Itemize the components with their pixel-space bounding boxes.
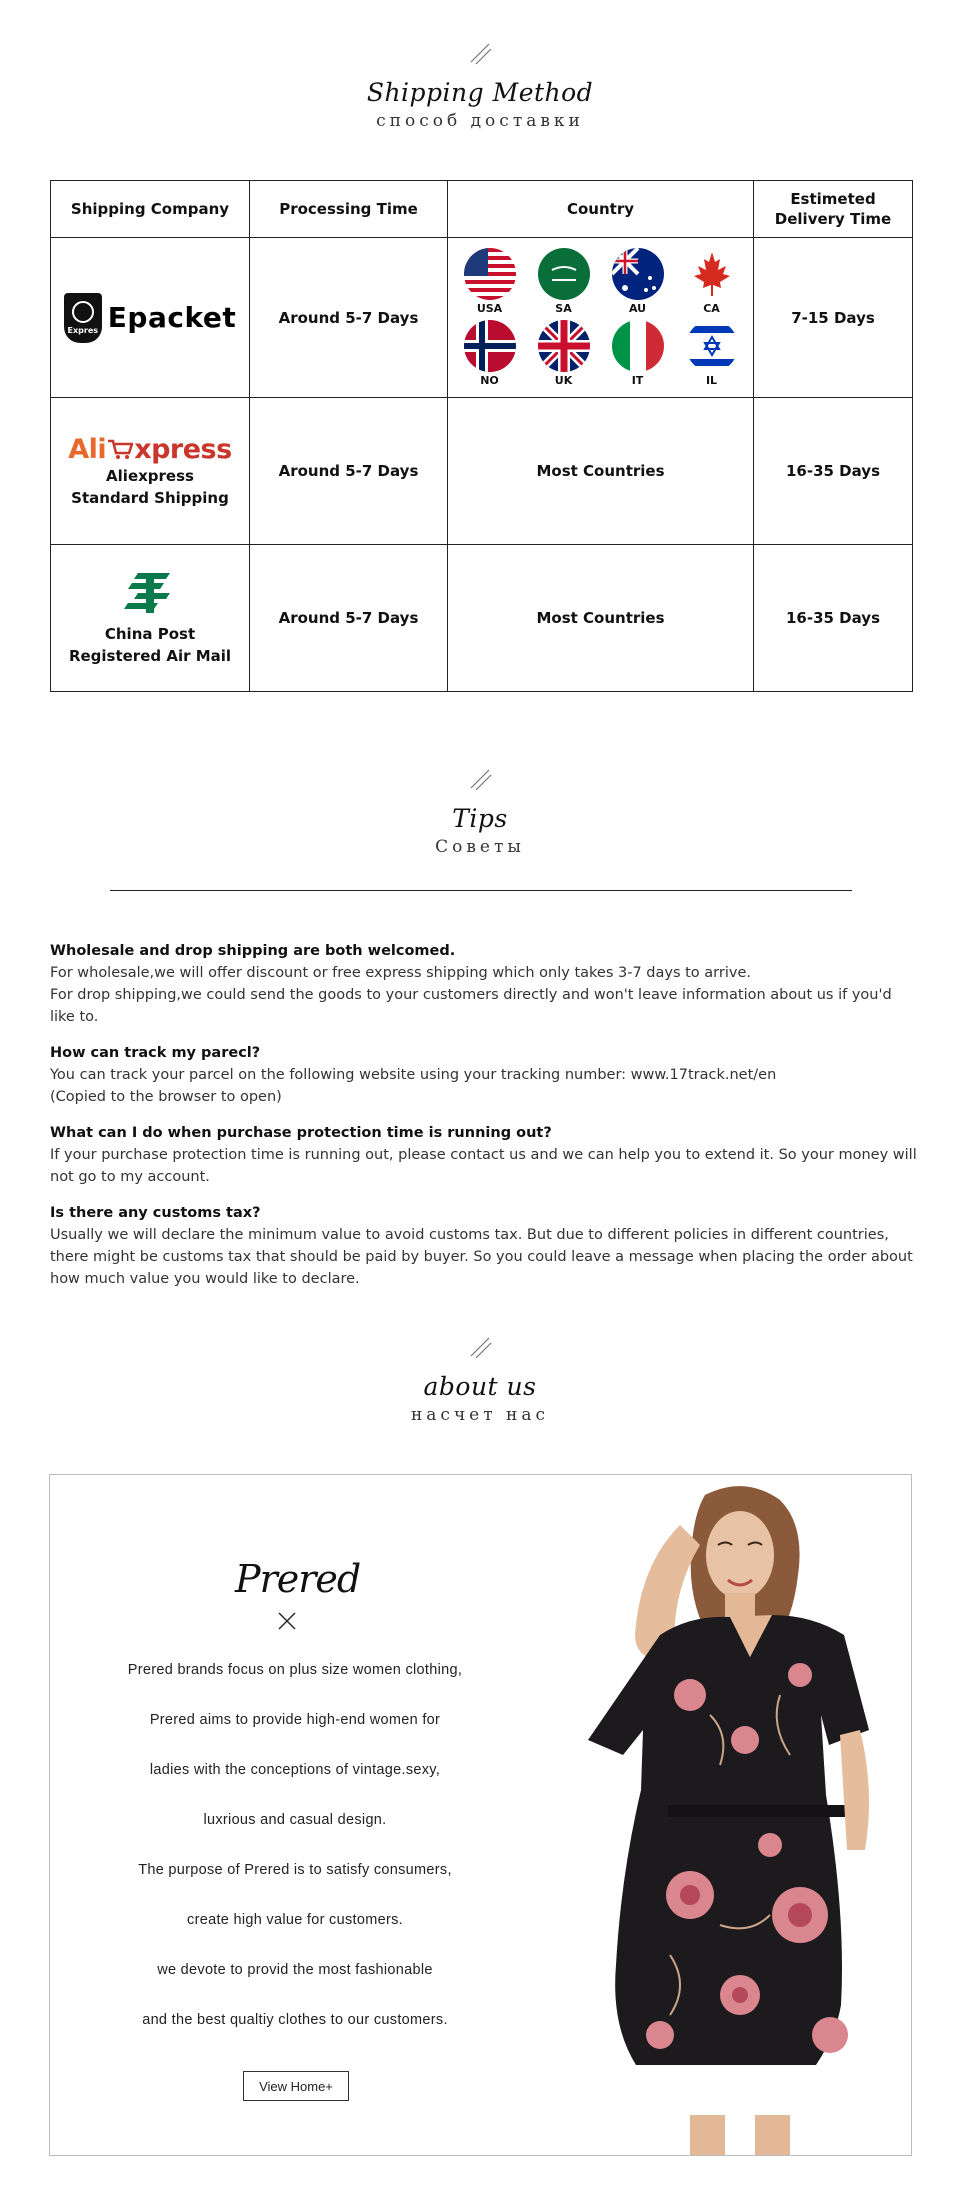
australia-flag-icon [612, 248, 664, 300]
saudi-flag-icon [538, 248, 590, 300]
about-subtitle: насчет нас [410, 1405, 550, 1425]
tip-question: How can track my parecl? [50, 1045, 261, 1061]
country-flags-cell [448, 238, 754, 398]
aliexpress-label-line1: Aliexpress [106, 466, 194, 485]
country-cell: Most Countries [448, 398, 754, 545]
about-line: Prered brands focus on plus size women clothing, [127, 1662, 463, 1678]
slash-decoration-icon [467, 1330, 493, 1360]
about-line: we devote to provid the most fashionable [157, 1962, 433, 1978]
canada-flag-icon [686, 248, 738, 300]
model-photo [540, 1475, 912, 2156]
about-panel [49, 1474, 912, 2156]
epacket-logo [51, 293, 249, 343]
tip-item [50, 1122, 920, 1188]
delivery-time-cell: 16-35 Days [754, 545, 913, 692]
china-post-logo-icon [124, 569, 176, 617]
tip-item [50, 940, 920, 1028]
shipping-subtitle: способ доставки [376, 111, 584, 131]
tips-header [0, 762, 960, 857]
tips-list [50, 940, 920, 1304]
table-header-row [51, 181, 913, 238]
close-x-decoration-icon [276, 1610, 298, 1632]
shipping-title: Shipping Method [366, 78, 594, 107]
flag-item-au: AU [601, 248, 675, 320]
company-cell-china-post [51, 545, 250, 692]
slash-decoration-icon [467, 36, 493, 66]
about-line: and the best qualtiy clothes to our customers. [142, 2012, 448, 2028]
flag-item-no: NO [453, 320, 527, 392]
epacket-badge-icon: Expres [64, 293, 102, 343]
delivery-time-cell: 7-15 Days [754, 238, 913, 398]
flag-item-ca: CA [675, 248, 749, 320]
shipping-table [50, 180, 913, 692]
about-line: The purpose of Prered is to satisfy consumers, [138, 1862, 452, 1878]
tip-answer: You can track your parcel on the following website using your tracking number: www.17track.net/en [50, 1067, 777, 1083]
shipping-header [0, 36, 960, 131]
about-header [0, 1330, 960, 1425]
country-cell: Most Countries [448, 545, 754, 692]
header-shipping-company: Shipping Company [51, 181, 250, 238]
table-row [51, 238, 913, 398]
about-line: ladies with the conceptions of vintage.sexy, [149, 1762, 441, 1778]
about-text-column [50, 1475, 540, 2155]
delivery-time-cell: 16-35 Days [754, 398, 913, 545]
tips-title: Tips [452, 804, 508, 833]
tip-question: Wholesale and drop shipping are both welcomed. [50, 943, 456, 959]
tip-question: What can I do when purchase protection time is running out? [50, 1125, 552, 1141]
tip-item [50, 1042, 920, 1108]
cart-icon [107, 438, 133, 460]
tip-answer: For drop shipping,we could send the goods to your customers directly and won't leave information about us if you'd like to. [50, 987, 892, 1025]
view-home-button[interactable]: View Home+ [243, 2071, 349, 2101]
israel-flag-icon [686, 320, 738, 372]
slash-decoration-icon [467, 762, 493, 792]
table-row [51, 545, 913, 692]
processing-time-cell: Around 5-7 Days [250, 238, 448, 398]
norway-flag-icon [464, 320, 516, 372]
table-row [51, 398, 913, 545]
header-country: Country [448, 181, 754, 238]
brand-logo: Prered [235, 1557, 361, 1601]
flag-item-uk: UK [527, 320, 601, 392]
header-processing-time: Processing Time [250, 181, 448, 238]
flag-item-sa: SA [527, 248, 601, 320]
flag-grid [448, 248, 753, 392]
about-line: create high value for customers. [187, 1912, 403, 1928]
flag-item-il: IL [675, 320, 749, 392]
tip-answer: If your purchase protection time is running out, please contact us and we can help you to extend it. So your money will not go to my account. [50, 1147, 917, 1185]
about-title: about us [423, 1372, 537, 1401]
aliexpress-label-line2: Standard Shipping [71, 488, 229, 507]
about-line: Prered aims to provide high-end women for [149, 1712, 441, 1728]
uk-flag-icon [538, 320, 590, 372]
epacket-wordmark: Epacket [107, 301, 237, 334]
header-delivery-time: Estimeted Delivery Time [754, 181, 913, 238]
processing-time-cell: Around 5-7 Days [250, 398, 448, 545]
flag-item-usa: USA [453, 248, 527, 320]
company-cell-epacket [51, 238, 250, 398]
italy-flag-icon [612, 320, 664, 372]
tip-answer: Usually we will declare the minimum value to avoid customs tax. But due to different policies in different countries, there might be customs tax that should be paid by buyer. So you could leave a message when placing the order about how much value you would like to declare. [50, 1227, 913, 1287]
tip-answer: (Copied to the browser to open) [50, 1089, 282, 1105]
about-line: luxrious and casual design. [203, 1812, 387, 1828]
tips-divider [110, 890, 852, 891]
tip-question: Is there any customs tax? [50, 1205, 261, 1221]
flag-item-it: IT [601, 320, 675, 392]
processing-time-cell: Around 5-7 Days [250, 545, 448, 692]
tip-answer: For wholesale,we will offer discount or free express shipping which only takes 3-7 days to arrive. [50, 965, 751, 981]
usa-flag-icon [464, 248, 516, 300]
about-description [50, 1645, 540, 2045]
company-cell-aliexpress [51, 398, 250, 545]
aliexpress-logo: Ali xpress [68, 433, 232, 465]
tip-item [50, 1202, 920, 1290]
china-post-label-line2: Registered Air Mail [68, 647, 232, 665]
tips-subtitle: Советы [435, 837, 525, 857]
china-post-label-line1: China Post [104, 625, 196, 643]
